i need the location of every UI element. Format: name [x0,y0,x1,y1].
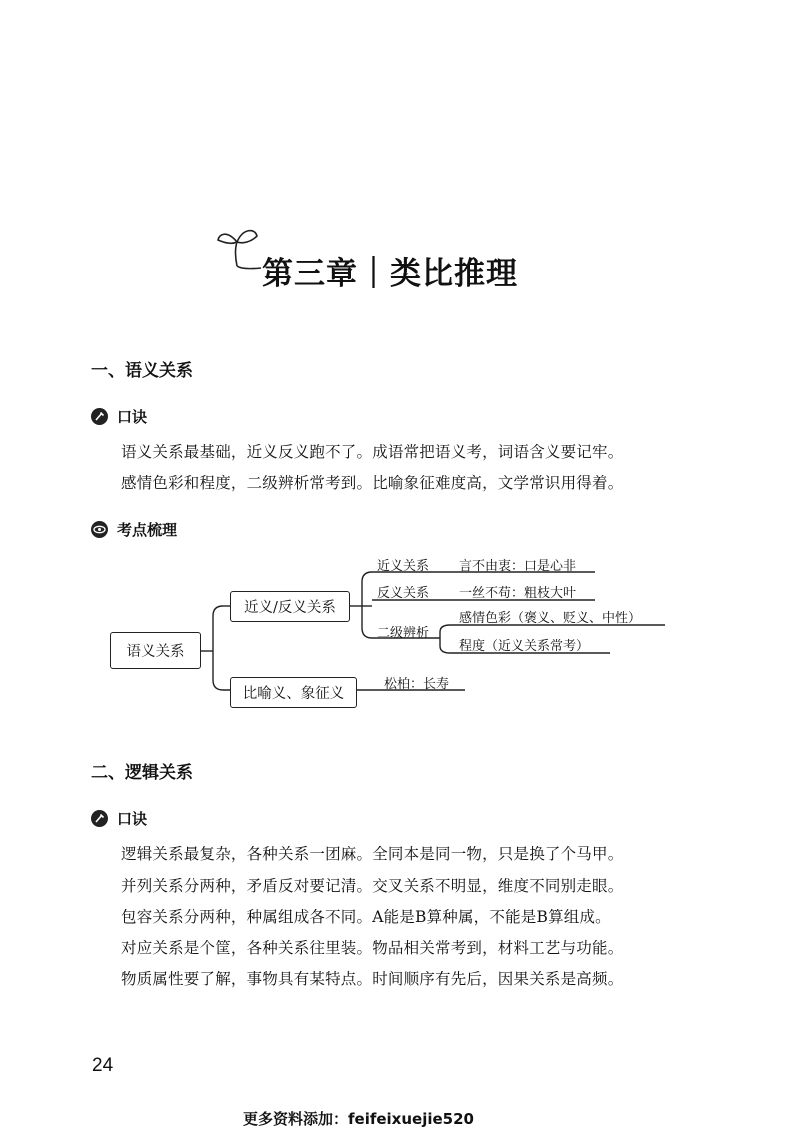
mnemonic-line: 对应关系是个筐，各种关系往里装。物品相关常考到，材料工艺与功能。 [121,939,624,957]
mindmap-root: 语义关系 [110,632,201,669]
mindmap-secondary-item: 程度（近义关系常考） [459,639,590,654]
mindmap-secondary-item: 感情色彩（褒义、贬义、中性） [459,611,642,626]
section-heading-semantic: 一、语义关系 [91,361,193,381]
review-label: 考点梳理 [117,521,178,539]
mnemonic-line: 物质属性要了解，事物具有某特点。时间顺序有先后，因果关系是高频。 [121,970,624,988]
page-number: 24 [92,1055,114,1076]
mnemonic-line: 语义关系最基础，近义反义跑不了。成语常把语义考，词语含义要记牢。 [121,443,624,461]
mnemonic-heading [91,808,147,829]
mindmap-metaphor-example: 松柏：长寿 [384,677,450,692]
mindmap-branch-synonym-antonym: 近义/反义关系 [230,591,350,622]
mindmap-branch-metaphor: 比喻义、象征义 [230,677,357,708]
chapter-title: 第三章｜类比推理 [262,256,518,292]
mindmap-synonym: 近义关系 [377,559,430,574]
mnemonic-line: 包容关系分两种，种属组成各不同。A能是B算种属，不能是B算组成。 [121,908,611,926]
mnemonic-label: 口诀 [117,408,148,426]
mnemonic-label: 口诀 [117,810,148,828]
mindmap-secondary: 二级辨析 [377,626,430,641]
mnemonic-line: 并列关系分两种，矛盾反对要记清。交叉关系不明显，维度不同别走眼。 [121,877,624,895]
mnemonic-line: 感情色彩和程度，二级辨析常考到。比喻象征难度高，文学常识用得着。 [121,474,624,492]
mindmap-antonym: 反义关系 [377,586,430,601]
pen-icon [91,810,108,827]
mindmap-antonym-example: 一丝不苟：粗枝大叶 [459,586,577,601]
section-heading-logic: 二、逻辑关系 [91,763,193,783]
mnemonic-line: 逻辑关系最复杂，各种关系一团麻。全同本是同一物，只是换了个马甲。 [121,845,624,863]
mindmap-synonym-example: 言不由衷：口是心非 [459,559,577,574]
footer-note: 更多资料添加：feifeixuejie520 [243,1110,474,1128]
